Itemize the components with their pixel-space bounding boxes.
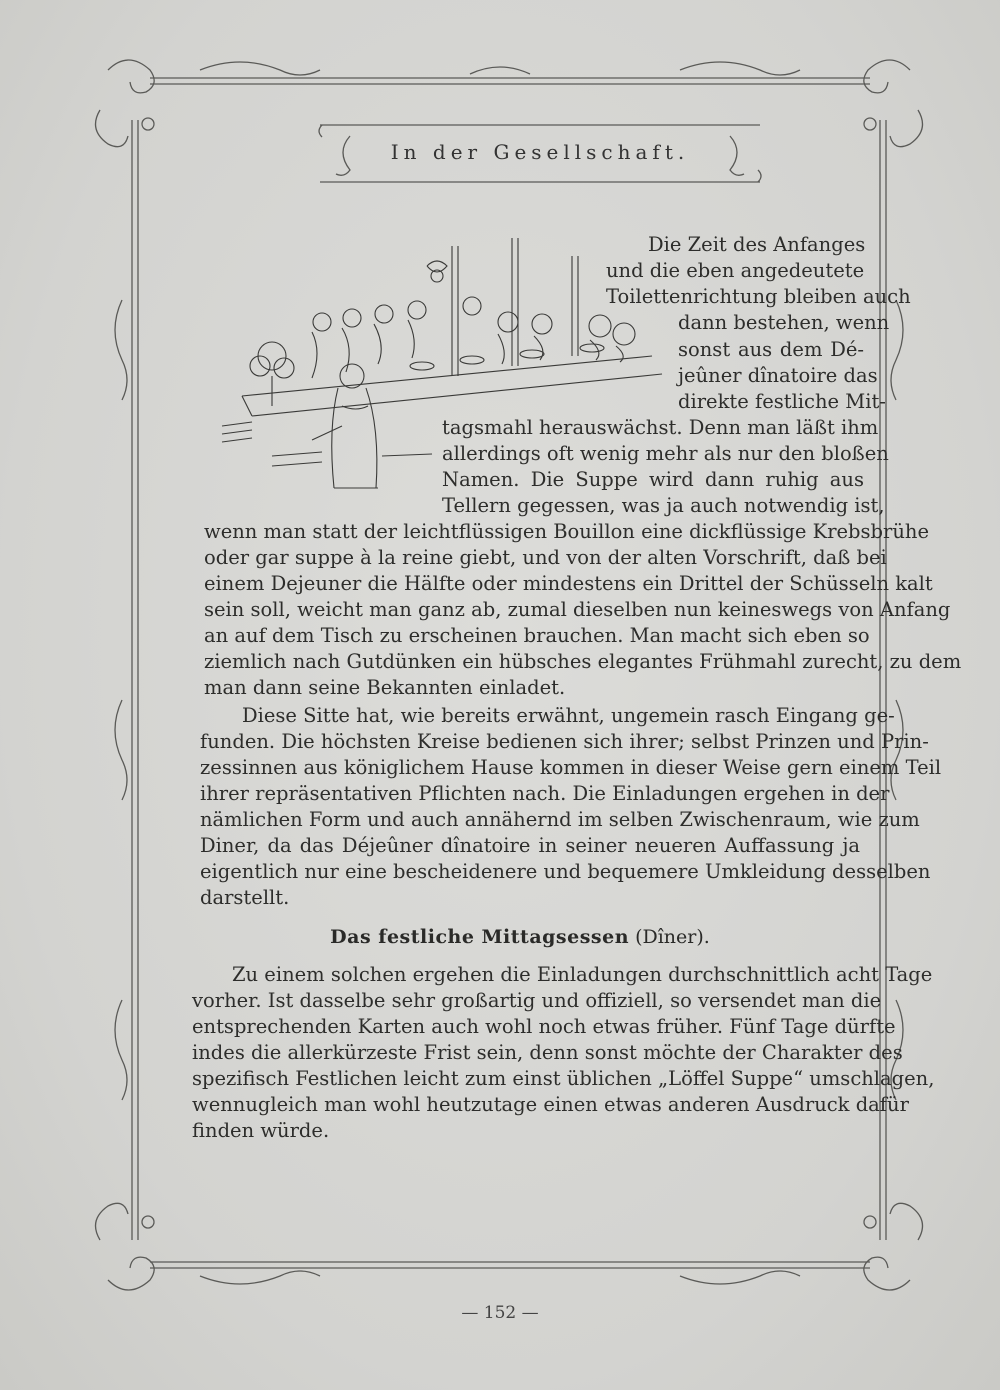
body-line: direkte festliche Mit- <box>678 390 886 413</box>
body-line: vorher. Ist dasselbe sehr großartig und offiziell, so versendet man die <box>192 989 882 1012</box>
body-line: eigentlich nur eine bescheidenere und bequemere Umkleidung desselben <box>200 860 931 883</box>
body-line: ihrer repräsentativen Pflichten nach. Die Einladungen ergehen in der <box>200 782 890 805</box>
body-line: indes die allerkürzeste Frist sein, denn sonst möchte der Charakter des <box>192 1041 903 1064</box>
body-line: sonst aus dem Dé- <box>678 338 864 361</box>
body-line: an auf dem Tisch zu erscheinen brauchen. Man macht sich eben so <box>204 624 870 647</box>
body-line: und die eben angedeutete <box>606 259 865 282</box>
body-line: Namen. Die Suppe wird dann ruhig aus <box>442 468 864 491</box>
section-heading-bold: Das festliche Mittagsessen <box>330 926 630 948</box>
body-line: zessinnen aus königlichem Hause kommen in dieser Weise gern einem Teil <box>200 756 942 779</box>
body-line: man dann seine Bekannten einladet. <box>204 676 566 699</box>
body-line: nämlichen Form und auch annähernd im selben Zwischenraum, wie zum <box>200 808 920 831</box>
body-line: allerdings oft wenig mehr als nur den bloßen <box>442 442 889 465</box>
body-line: dann bestehen, wenn <box>678 311 890 334</box>
section-heading-plain: (Dîner). <box>635 926 710 948</box>
body-line: funden. Die höchsten Kreise bedienen sich ihrer; selbst Prinzen und Prin- <box>200 730 929 753</box>
body-line: oder gar suppe à la reine giebt, und von der alten Vorschrift, daß bei <box>204 546 887 569</box>
body-line: Tellern gegessen, was ja auch notwendig ist, <box>442 494 885 517</box>
body-line: jeûner dînatoire das <box>678 364 878 387</box>
body-line: Die Zeit des Anfanges <box>648 233 866 256</box>
body-line: spezifisch Festlichen leicht zum einst üblichen „Löffel Suppe“ umschlagen, <box>192 1067 935 1090</box>
body-line: einem Dejeuner die Hälfte oder mindestens ein Drittel der Schüsseln kalt <box>204 572 933 595</box>
body-line: entsprechenden Karten auch wohl noch etwas früher. Fünf Tage dürfte <box>192 1015 896 1038</box>
body-line: finden würde. <box>192 1119 330 1142</box>
body-line: wenn man statt der leichtflüssigen Bouillon eine dickflüssige Krebsbrühe <box>204 520 930 543</box>
section-heading <box>190 926 850 948</box>
body-line: Zu einem solchen ergehen die Einladungen durchschnittlich acht Tage <box>232 963 933 986</box>
body-line: Diner, da das Déjeûner dînatoire in seiner neueren Auffassung ja <box>200 834 860 857</box>
body-line: wennugleich man wohl heutzutage einen etwas anderen Ausdruck dafür <box>192 1093 909 1116</box>
page-number: — 152 — <box>461 1303 539 1323</box>
body-line: sein soll, weicht man ganz ab, zumal dieselben nun keineswegs von Anfang <box>204 598 951 621</box>
body-line: tagsmahl herauswächst. Denn man läßt ihm <box>442 416 879 439</box>
body-line: Toilettenrichtung bleiben auch <box>606 285 911 308</box>
body-line: ziemlich nach Gutdünken ein hübsches elegantes Frühmahl zurecht, zu dem <box>204 650 962 673</box>
body-line: Diese Sitte hat, wie bereits erwähnt, ungemein rasch Eingang ge- <box>242 704 895 727</box>
running-header-title: In der Gesellschaft. <box>390 140 690 164</box>
body-line: darstellt. <box>200 886 290 909</box>
